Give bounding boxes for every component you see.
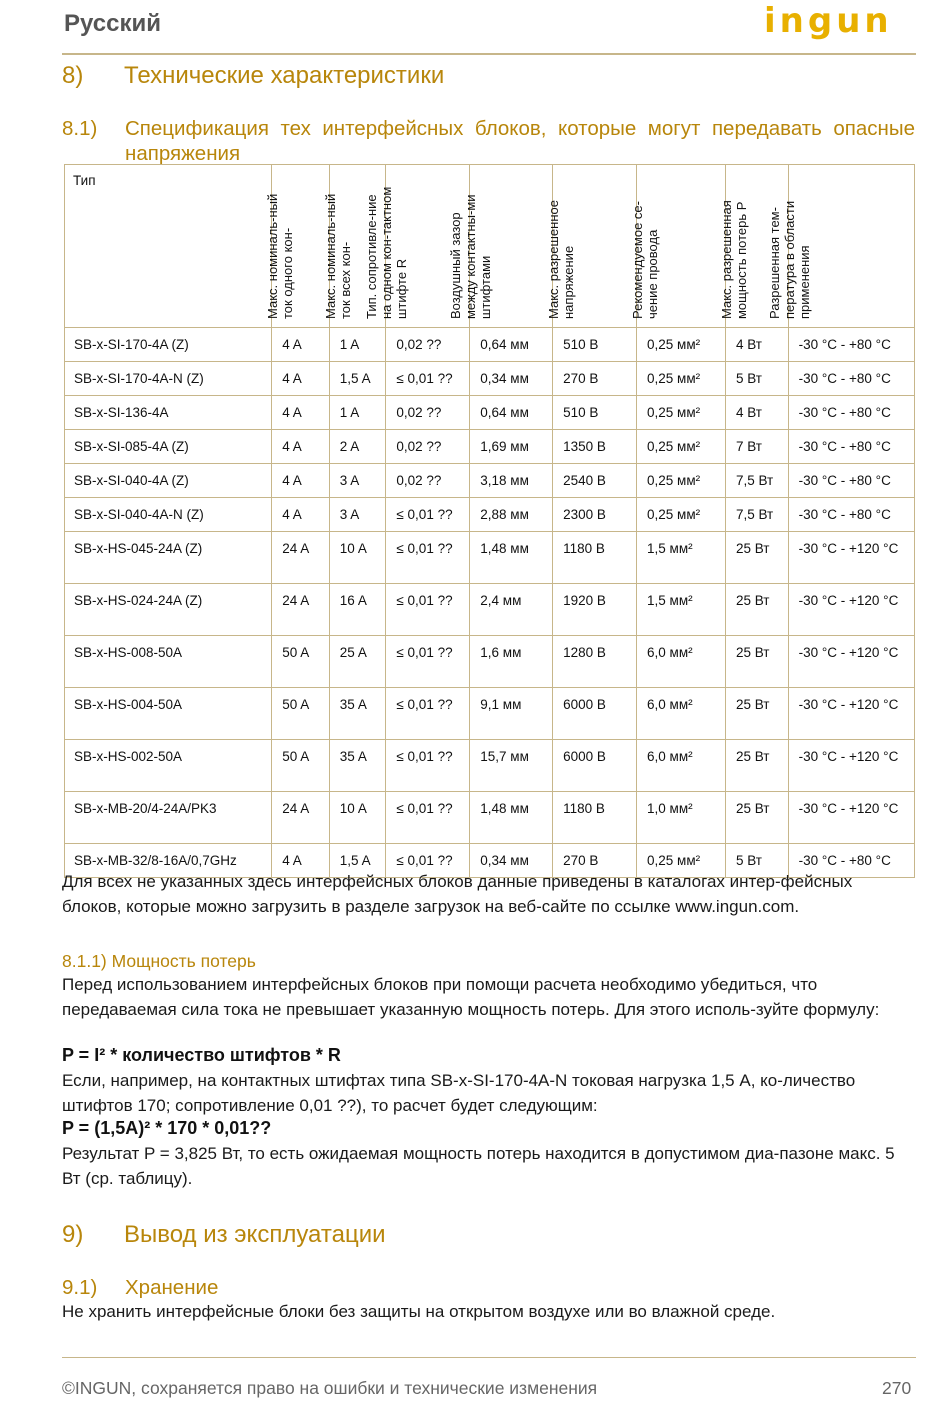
table-cell: 0,02 ?? (386, 328, 470, 362)
table-cell: 0,25 мм² (637, 498, 726, 532)
table-cell: 1920 В (553, 584, 637, 636)
table-header-row (65, 165, 915, 328)
table-cell: -30 °C - +120 °C (788, 532, 914, 584)
table-cell: SB-x-MB-20/4-24A/PK3 (65, 792, 272, 844)
footer-page-number: 270 (882, 1378, 912, 1398)
table-note: Для всех не указанных здесь интерфейсных блоков данные приведены в каталогах интер-фейсных блоков, которые можно загрузить в разделе загрузок на веб-сайте по ссылке www.ingun.com. (62, 872, 853, 916)
table-cell: 4 A (272, 396, 330, 430)
table-cell: 10 A (329, 532, 386, 584)
col-header-resistance: Тип. сопротивле-ние на одном кон-тактном штифте R (386, 165, 470, 328)
table-cell: -30 °C - +80 °C (788, 464, 914, 498)
table-row (65, 328, 915, 362)
table-cell: 3 A (329, 464, 386, 498)
table-cell: SB-x-HS-024-24A (Z) (65, 584, 272, 636)
table-row (65, 498, 915, 532)
table-cell: ≤ 0,01 ?? (386, 792, 470, 844)
table-cell: 25 Вт (725, 792, 788, 844)
table-cell: 3 A (329, 498, 386, 532)
table-cell: 5 Вт (725, 362, 788, 396)
table-cell: 1180 В (553, 532, 637, 584)
col-header-current-all: Макс. номиналь-ный ток всех кон- (329, 165, 386, 328)
table-cell: 35 A (329, 688, 386, 740)
table-cell: 25 Вт (725, 688, 788, 740)
table-cell: 7,5 Вт (725, 498, 788, 532)
table-cell: -30 °C - +120 °C (788, 636, 914, 688)
table-cell: 3,18 мм (470, 464, 553, 498)
table-row (65, 740, 915, 792)
col-header-power-loss: Макс. разрешенная мощность потерь P (725, 165, 788, 328)
table-cell: 1,69 мм (470, 430, 553, 464)
table-cell: 7 Вт (725, 430, 788, 464)
table-cell: 270 В (553, 844, 637, 878)
table-cell: 0,25 мм² (637, 844, 726, 878)
table-cell: 50 A (272, 740, 330, 792)
table-row (65, 464, 915, 498)
table-cell: 4 A (272, 430, 330, 464)
table-cell: 0,02 ?? (386, 430, 470, 464)
table-cell: 0,25 мм² (637, 430, 726, 464)
header-rule (62, 53, 916, 55)
table-cell: 0,02 ?? (386, 396, 470, 430)
table-row (65, 430, 915, 464)
table-cell: 0,02 ?? (386, 464, 470, 498)
table-cell: 6,0 мм² (637, 688, 726, 740)
table-cell: 4 A (272, 844, 330, 878)
col-header-temperature: Разрешенная тем-пература в области применения (788, 165, 914, 328)
svg-text:ingun: ingun (764, 2, 893, 41)
table-cell: SB-x-SI-085-4A (Z) (65, 430, 272, 464)
table-cell: 1,6 мм (470, 636, 553, 688)
table-row (65, 792, 915, 844)
table-cell: 0,64 мм (470, 396, 553, 430)
table-cell: 9,1 мм (470, 688, 553, 740)
table-cell: 24 A (272, 792, 330, 844)
power-loss-example: Если, например, на контактных штифтах типа SB-x-SI-170-4A-N токовая нагрузка 1,5 A, ко-личество штифтов 170; сопротивление 0,01 ??), то расчет будет следующим: (62, 1071, 856, 1115)
table-cell: -30 °C - +120 °C (788, 584, 914, 636)
table-cell: SB-x-HS-008-50A (65, 636, 272, 688)
table-cell: ≤ 0,01 ?? (386, 844, 470, 878)
table-cell: 25 A (329, 636, 386, 688)
table-cell: 1,48 мм (470, 792, 553, 844)
table-cell: 4 A (272, 362, 330, 396)
table-cell: 4 Вт (725, 328, 788, 362)
table-cell: 1,5 A (329, 362, 386, 396)
table-row (65, 636, 915, 688)
power-loss-result: Результат P = 3,825 Вт, то есть ожидаемая мощность потерь находится в допустимом диа-пазоне макс. 5 Вт (ср. таблицу). (62, 1144, 895, 1188)
table-row (65, 688, 915, 740)
table-cell: 1350 В (553, 430, 637, 464)
table-cell: -30 °C - +80 °C (788, 328, 914, 362)
table-cell: 0,25 мм² (637, 464, 726, 498)
table-cell: 25 Вт (725, 636, 788, 688)
table-cell: 50 A (272, 636, 330, 688)
table-cell: 5 Вт (725, 844, 788, 878)
power-loss-intro: Перед использованием интерфейсных блоков при помощи расчета необходимо убедиться, что передаваемая сила тока не превышает указанную мощность потерь. Для этого исполь-зуйте формулу: (62, 975, 880, 1019)
table-cell: 1280 В (553, 636, 637, 688)
table-cell: 24 A (272, 532, 330, 584)
table-cell: SB-x-HS-002-50A (65, 740, 272, 792)
table-row (65, 584, 915, 636)
table-cell: 6,0 мм² (637, 740, 726, 792)
table-cell: 6000 В (553, 688, 637, 740)
table-cell: 1,5 A (329, 844, 386, 878)
table-cell: 25 Вт (725, 740, 788, 792)
table-cell: 0,25 мм² (637, 328, 726, 362)
table-cell: 0,25 мм² (637, 362, 726, 396)
section-8-1-heading: 8.1) Спецификация тех интерфейсных блоков, которые могут передавать опасные напряжения (62, 117, 915, 165)
table-cell: -30 °C - +80 °C (788, 396, 914, 430)
table-cell: SB-x-SI-170-4A (Z) (65, 328, 272, 362)
table-cell: 1 A (329, 396, 386, 430)
table-cell: -30 °C - +80 °C (788, 430, 914, 464)
table-cell: SB-x-HS-045-24A (Z) (65, 532, 272, 584)
table-cell: -30 °C - +120 °C (788, 688, 914, 740)
table-cell: 4 A (272, 328, 330, 362)
storage-text: Не хранить интерфейсные блоки без защиты на открытом воздухе или во влажной среде. (62, 1302, 776, 1321)
table-cell: 16 A (329, 584, 386, 636)
section-9-1-heading: 9.1) Хранение (62, 1276, 219, 1299)
table-cell: 50 A (272, 688, 330, 740)
col-header-type: Тип (65, 165, 272, 328)
table-cell: 270 В (553, 362, 637, 396)
section-8-1-1-heading: 8.1.1) Мощность потерь (62, 951, 256, 971)
table-cell: 24 A (272, 584, 330, 636)
table-row (65, 396, 915, 430)
table-cell: -30 °C - +120 °C (788, 792, 914, 844)
section-9-heading: 9) Вывод из эксплуатации (62, 1221, 386, 1248)
table-cell: ≤ 0,01 ?? (386, 740, 470, 792)
table-cell: 10 A (329, 792, 386, 844)
table-cell: -30 °C - +80 °C (788, 362, 914, 396)
table-cell: 4 A (272, 498, 330, 532)
table-cell: 2540 В (553, 464, 637, 498)
table-cell: ≤ 0,01 ?? (386, 362, 470, 396)
table-cell: 6000 В (553, 740, 637, 792)
col-header-voltage: Макс. разрешенное напряжение (553, 165, 637, 328)
formula-example: P = (1,5A)² * 170 * 0,01?? (62, 1118, 272, 1138)
table-cell: ≤ 0,01 ?? (386, 532, 470, 584)
table-cell: SB-x-SI-040-4A (Z) (65, 464, 272, 498)
table-cell: 4 A (272, 464, 330, 498)
table-row (65, 362, 915, 396)
table-cell: 2300 В (553, 498, 637, 532)
table-cell: 35 A (329, 740, 386, 792)
footer-copyright: ©INGUN, сохраняется право на ошибки и технические изменения (62, 1378, 598, 1398)
table-cell: 1 A (329, 328, 386, 362)
table-cell: 7,5 Вт (725, 464, 788, 498)
table-cell: SB-x-HS-004-50A (65, 688, 272, 740)
table-cell: ≤ 0,01 ?? (386, 584, 470, 636)
table-cell: 25 Вт (725, 584, 788, 636)
table-cell: 510 В (553, 396, 637, 430)
col-header-wire-section: Рекомендуемое се-чение провода (637, 165, 726, 328)
col-header-air-gap: Воздушный зазор между контактны-ми штифтами (470, 165, 553, 328)
table-cell: 1,48 мм (470, 532, 553, 584)
table-cell: 0,34 мм (470, 844, 553, 878)
table-cell: SB-x-SI-170-4A-N (Z) (65, 362, 272, 396)
header-language: Русский (64, 10, 161, 37)
table-cell: -30 °C - +120 °C (788, 740, 914, 792)
spec-table (64, 164, 915, 878)
table-cell: ≤ 0,01 ?? (386, 636, 470, 688)
footer-rule (62, 1357, 916, 1358)
table-cell: 0,25 мм² (637, 396, 726, 430)
table-cell: SB-x-MB-32/8-16A/0,7GHz (65, 844, 272, 878)
section-8-heading: 8) Технические характеристики (62, 62, 445, 89)
table-cell: ≤ 0,01 ?? (386, 688, 470, 740)
table-cell: 0,34 мм (470, 362, 553, 396)
table-cell: 6,0 мм² (637, 636, 726, 688)
table-cell: 1180 В (553, 792, 637, 844)
table-row (65, 532, 915, 584)
ingun-logo (762, 2, 918, 46)
table-cell: -30 °C - +80 °C (788, 498, 914, 532)
table-cell: 2,88 мм (470, 498, 553, 532)
col-header-current-single: Макс. номиналь-ный ток одного кон- (272, 165, 330, 328)
table-cell: 510 В (553, 328, 637, 362)
table-cell: SB-x-SI-040-4A-N (Z) (65, 498, 272, 532)
table-cell: 25 Вт (725, 532, 788, 584)
table-cell: SB-x-SI-136-4A (65, 396, 272, 430)
table-cell: 2 A (329, 430, 386, 464)
formula-general: P = I² * количество штифтов * R (62, 1045, 341, 1065)
table-cell: 1,0 мм² (637, 792, 726, 844)
table-cell: ≤ 0,01 ?? (386, 498, 470, 532)
table-cell: -30 °C - +80 °C (788, 844, 914, 878)
table-cell: 15,7 мм (470, 740, 553, 792)
table-cell: 4 Вт (725, 396, 788, 430)
table-cell: 1,5 мм² (637, 584, 726, 636)
table-cell: 0,64 мм (470, 328, 553, 362)
table-cell: 2,4 мм (470, 584, 553, 636)
table-cell: 1,5 мм² (637, 532, 726, 584)
